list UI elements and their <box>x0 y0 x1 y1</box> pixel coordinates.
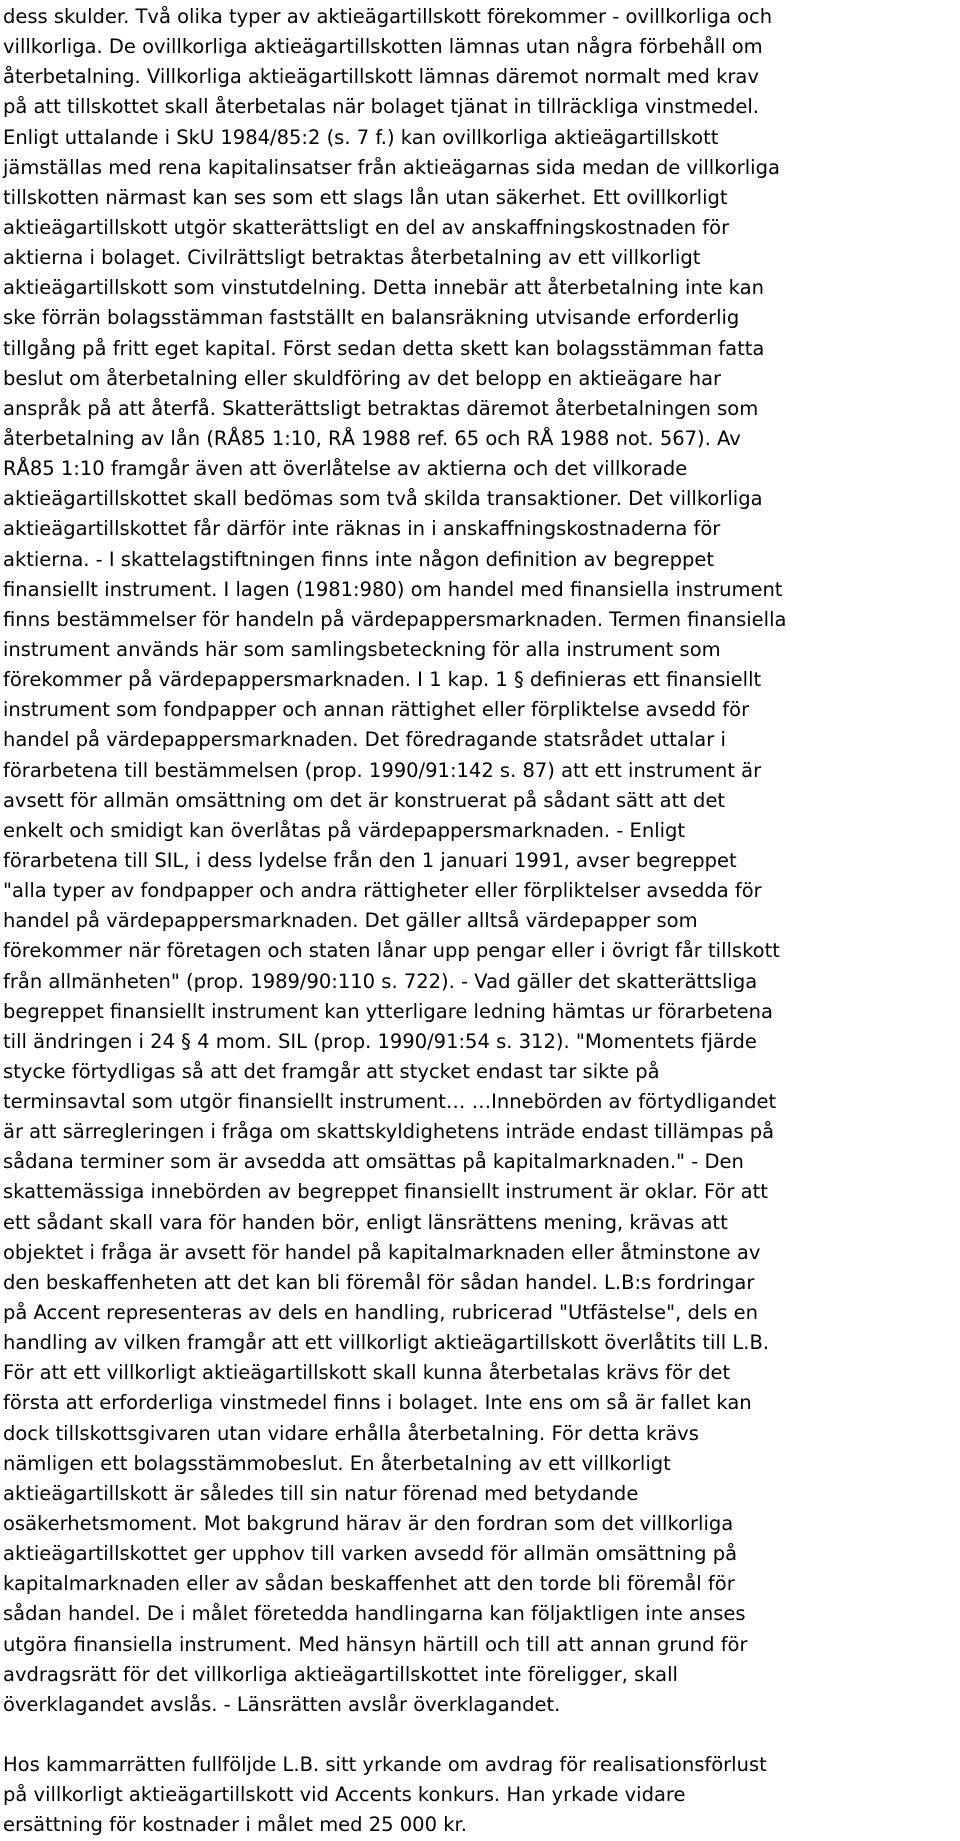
text-line: tillgång på fritt eget kapital. Först sedan detta skett kan bolagsstämman fatta <box>3 336 765 360</box>
text-line: osäkerhetsmoment. Mot bakgrund härav är den fordran som det villkorliga <box>3 1512 734 1536</box>
text-line: jämställas med rena kapitalinsatser från aktieägarnas sida medan de villkorliga <box>3 155 780 179</box>
text-line: aktieägartillskott utgör skatterättsligt en del av anskaffningskostnaden för <box>3 215 730 239</box>
text-line: Hos kammarrätten fullföljde L.B. sitt yrkande om avdrag för realisationsförlust <box>3 1753 767 1777</box>
text-line: på att tillskottet skall återbetalas när bolaget tjänat in tillräckliga vinstmedel. <box>3 95 759 119</box>
text-line: instrument används här som samlingsbeteckning för alla instrument som <box>3 637 721 661</box>
text-line: förarbetena till bestämmelsen (prop. 1990/91:142 s. 87) att ett instrument är <box>3 758 762 782</box>
text-line: aktierna. - I skattelagstiftningen finns inte någon definition av begreppet <box>3 547 714 571</box>
text-line: skattemässiga innebörden av begreppet finansiellt instrument är oklar. För att <box>3 1180 768 1204</box>
text-line: handling av vilken framgår att ett villkorligt aktieägartillskott överlåtits till L.B. <box>3 1331 770 1355</box>
text-line: sådana terminer som är avsedda att omsättas på kapitalmarknaden." - Den <box>3 1150 744 1174</box>
text-line: förarbetena till SIL, i dess lydelse från den 1 januari 1991, avser begreppet <box>3 848 737 872</box>
text-line: terminsavtal som utgör finansiellt instrument… …Innebörden av förtydligandet <box>3 1090 777 1114</box>
text-line: återbetalning. Villkorliga aktieägartillskott lämnas däremot normalt med krav <box>3 65 759 89</box>
text-line: För att ett villkorligt aktieägartillskott skall kunna återbetalas krävs för det <box>3 1361 731 1385</box>
text-line: är att särregleringen i fråga om skattskyldighetens inträde endast tillämpas på <box>3 1120 775 1144</box>
text-line: enkelt och smidigt kan överlåtas på värdepappersmarknaden. - Enligt <box>3 818 686 842</box>
paragraph-closing <box>3 1750 958 1840</box>
text-line: återbetalning av lån (RÅ85 1:10, RÅ 1988 ref. 65 och RÅ 1988 not. 567). Av <box>3 426 741 450</box>
text-line: instrument som fondpapper och annan rättighet eller förpliktelse avsedd för <box>3 698 750 722</box>
text-line: på Accent representeras av dels en handling, rubricerad "Utfästelse", dels en <box>3 1301 759 1325</box>
text-line: avsett för allmän omsättning om det är konstruerat på sådant sätt att det <box>3 788 726 812</box>
text-line: aktieägartillskottet får därför inte räknas in i anskaffningskostnaderna för <box>3 517 721 541</box>
text-line: från allmänheten" (prop. 1989/90:110 s. 722). - Vad gäller det skatterättsliga <box>3 969 758 993</box>
text-line: förekommer när företagen och staten lånar upp pengar eller i övrigt får tillskott <box>3 939 780 963</box>
text-line: RÅ85 1:10 framgår även att överlåtelse av aktierna och det villkorade <box>3 457 688 481</box>
text-line: ersättning för kostnader i målet med 25 000 kr. <box>3 1813 467 1837</box>
text-line: aktierna i bolaget. Civilrättsligt betraktas återbetalning av ett villkorligt <box>3 246 701 270</box>
text-line: aktieägartillskott är således till sin natur förenad med betydande <box>3 1481 639 1505</box>
text-line: kapitalmarknaden eller av sådan beskaffenhet att den torde bli föremål för <box>3 1572 735 1596</box>
text-line: avdragsrätt för det villkorliga aktieägartillskottet inte föreligger, skall <box>3 1662 678 1686</box>
text-line: handel på värdepappersmarknaden. Det föredragande statsrådet uttalar i <box>3 728 726 752</box>
text-line: objektet i fråga är avsett för handel på kapitalmarknaden eller åtminstone av <box>3 1240 761 1264</box>
text-line: ske förrän bolagsstämman fastställt en balansräkning utvisande erforderlig <box>3 306 740 330</box>
text-line: begreppet finansiellt instrument kan ytterligare ledning hämtas ur förarbetena <box>3 999 773 1023</box>
text-line: utgöra finansiella instrument. Med hänsyn härtill och till att annan grund för <box>3 1632 748 1656</box>
text-line: sådan handel. De i målet företedda handlingarna kan följaktligen inte anses <box>3 1602 746 1626</box>
text-line: tillskotten närmast kan ses som ett slags lån utan säkerhet. Ett ovillkorligt <box>3 185 728 209</box>
text-line: på villkorligt aktieägartillskott vid Accents konkurs. Han yrkade vidare <box>3 1783 686 1807</box>
paragraph-main <box>3 2 958 1720</box>
text-line: anspråk på att återfå. Skatterättsligt betraktas däremot återbetalningen som <box>3 396 759 420</box>
text-line: Enligt uttalande i SkU 1984/85:2 (s. 7 f.) kan ovillkorliga aktieägartillskott <box>3 125 719 149</box>
text-line: första att erforderliga vinstmedel finns i bolaget. Inte ens om så är fallet kan <box>3 1391 752 1415</box>
text-line: aktieägartillskottet skall bedömas som två skilda transaktioner. Det villkorliga <box>3 487 763 511</box>
text-line: stycke förtydligas så att det framgår att stycket endast tar sikte på <box>3 1059 660 1083</box>
text-line: villkorliga. De ovillkorliga aktieägartillskotten lämnas utan några förbehåll om <box>3 35 763 59</box>
text-line: ett sådant skall vara för handen bör, enligt länsrättens mening, krävas att <box>3 1210 728 1234</box>
text-line: förekommer på värdepappersmarknaden. I 1 kap. 1 § definieras ett finansiellt <box>3 668 762 692</box>
text-line: den beskaffenheten att det kan bli föremål för sådan handel. L.B:s fordringar <box>3 1270 755 1294</box>
text-line: finns bestämmelser för handeln på värdepappersmarknaden. Termen finansiella <box>3 607 787 631</box>
text-line: "alla typer av fondpapper och andra rättigheter eller förpliktelser avsedda för <box>3 879 762 903</box>
text-line: beslut om återbetalning eller skuldföring av det belopp en aktieägare har <box>3 366 722 390</box>
text-line: dess skulder. Två olika typer av aktieägartillskott förekommer - ovillkorliga och <box>3 5 773 28</box>
text-line: aktieägartillskott som vinstutdelning. Detta innebär att återbetalning inte kan <box>3 276 764 300</box>
text-line: dock tillskottsgivaren utan vidare erhålla återbetalning. För detta krävs <box>3 1421 699 1445</box>
text-line: nämligen ett bolagsstämmobeslut. En återbetalning av ett villkorligt <box>3 1451 671 1475</box>
text-line: finansiellt instrument. I lagen (1981:980) om handel med finansiella instrument <box>3 577 783 601</box>
text-line: handel på värdepappersmarknaden. Det gäller alltså värdepapper som <box>3 909 698 933</box>
text-line: överklagandet avslås. - Länsrätten avslår överklagandet. <box>3 1692 561 1716</box>
paragraph-gap <box>3 1720 960 1750</box>
text-line: till ändringen i 24 § 4 mom. SIL (prop. 1990/91:54 s. 312). "Momentets fjärde <box>3 1029 757 1053</box>
text-line: aktieägartillskottet ger upphov till varken avsedd för allmän omsättning på <box>3 1542 738 1566</box>
